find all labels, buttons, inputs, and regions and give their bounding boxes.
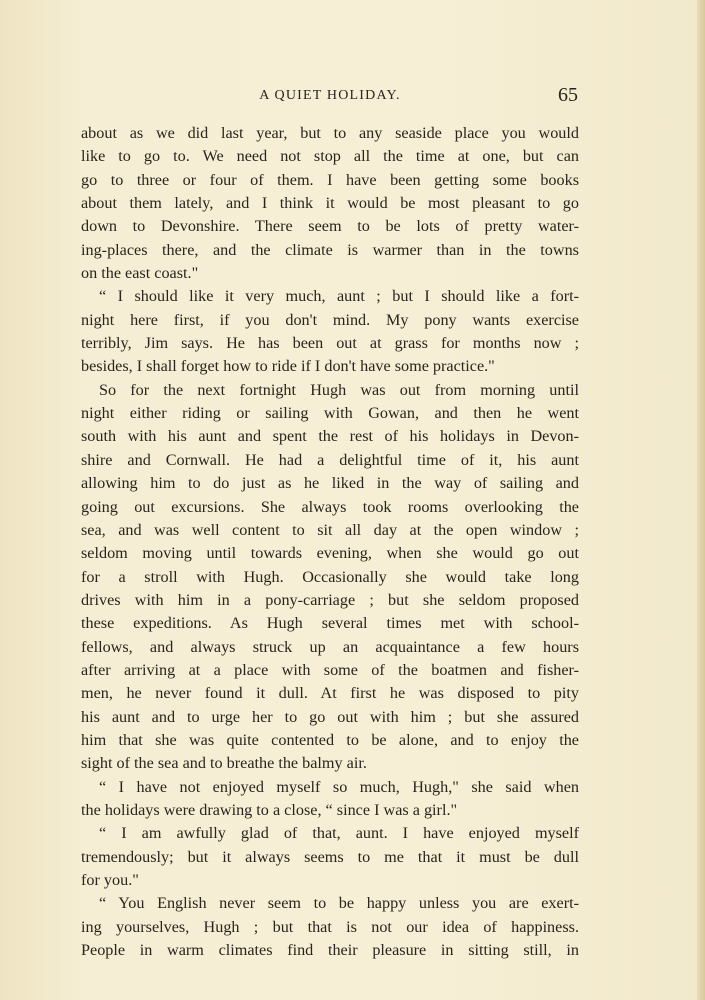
text-line: seldom moving until towards evening, when she would go out: [81, 544, 579, 563]
text-line: the holidays were drawing to a close, “ since I was a girl.": [81, 800, 458, 819]
running-head: [82, 86, 578, 106]
text-line: shire and Cornwall. He had a delightful time of it, his aunt: [81, 450, 579, 469]
text-line: night either riding or sailing with Gowan, and then he went: [81, 404, 579, 423]
text-line: for you.": [81, 871, 139, 889]
text-line: night here first, if you don't mind. My pony wants exercise: [81, 310, 579, 329]
text-line: ing-places there, and the climate is warmer than in the towns: [81, 240, 579, 259]
text-line: sight of the sea and to breathe the balmy air.: [81, 754, 367, 773]
text-line: these expeditions. As Hugh several times met with school-: [81, 614, 579, 633]
page-edge-shadow: [697, 0, 705, 1000]
text-line: “ I have not enjoyed myself so much, Hugh," she said when: [99, 777, 579, 796]
text-line: on the east coast.": [81, 264, 199, 283]
text-line: sea, and was well content to sit all day at the open window ;: [81, 520, 579, 539]
text-line: about as we did last year, but to any seaside place you would: [81, 124, 579, 142]
text-line: fellows, and always struck up an acquaintance a few hours: [81, 637, 579, 656]
text-line: about them lately, and I think it would be most pleasant to go: [81, 194, 579, 213]
text-line: for a stroll with Hugh. Occasionally she would take long: [81, 567, 579, 586]
text-line: “ You English never seem to be happy unless you are exert-: [99, 894, 579, 913]
text-line: him that she was quite contented to be alone, and to enjoy the: [81, 730, 579, 749]
body-text: [81, 122, 579, 962]
text-line: like to go to. We need not stop all the time at one, but can: [81, 147, 579, 166]
text-line: besides, I shall forget how to ride if I don't have some practice.": [81, 357, 495, 376]
text-line: south with his aunt and spent the rest of his holidays in Devon-: [81, 427, 579, 446]
text-line: “ I should like it very much, aunt ; but I should like a fort-: [99, 287, 579, 306]
text-line: allowing him to do just as he liked in the way of sailing and: [81, 474, 579, 493]
page-number: 65: [558, 84, 578, 106]
running-title: A QUIET HOLIDAY.: [259, 88, 401, 103]
text-line: down to Devonshire. There seem to be lots of pretty water-: [81, 217, 579, 236]
text-line: ing yourselves, Hugh ; but that is not our idea of happiness.: [81, 917, 579, 936]
text-line: going out excursions. She always took rooms overlooking the: [81, 497, 579, 516]
text-line: “ I am awfully glad of that, aunt. I have enjoyed myself: [99, 824, 579, 843]
text-line: after arriving at a place with some of the boatmen and fisher-: [81, 660, 579, 679]
text-line: his aunt and to urge her to go out with him ; but she assured: [81, 707, 579, 726]
text-line: terribly, Jim says. He has been out at grass for months now ;: [81, 334, 579, 353]
text-line: go to three or four of them. I have been getting some books: [81, 170, 579, 189]
text-line: drives with him in a pony-carriage ; but she seldom proposed: [81, 590, 579, 609]
text-line: men, he never found it dull. At first he was disposed to pity: [81, 684, 579, 703]
text-line: tremendously; but it always seems to me that it must be dull: [81, 847, 579, 866]
text-line: So for the next fortnight Hugh was out from morning until: [99, 380, 579, 399]
text-line: People in warm climates find their pleasure in sitting still, in: [81, 941, 579, 960]
